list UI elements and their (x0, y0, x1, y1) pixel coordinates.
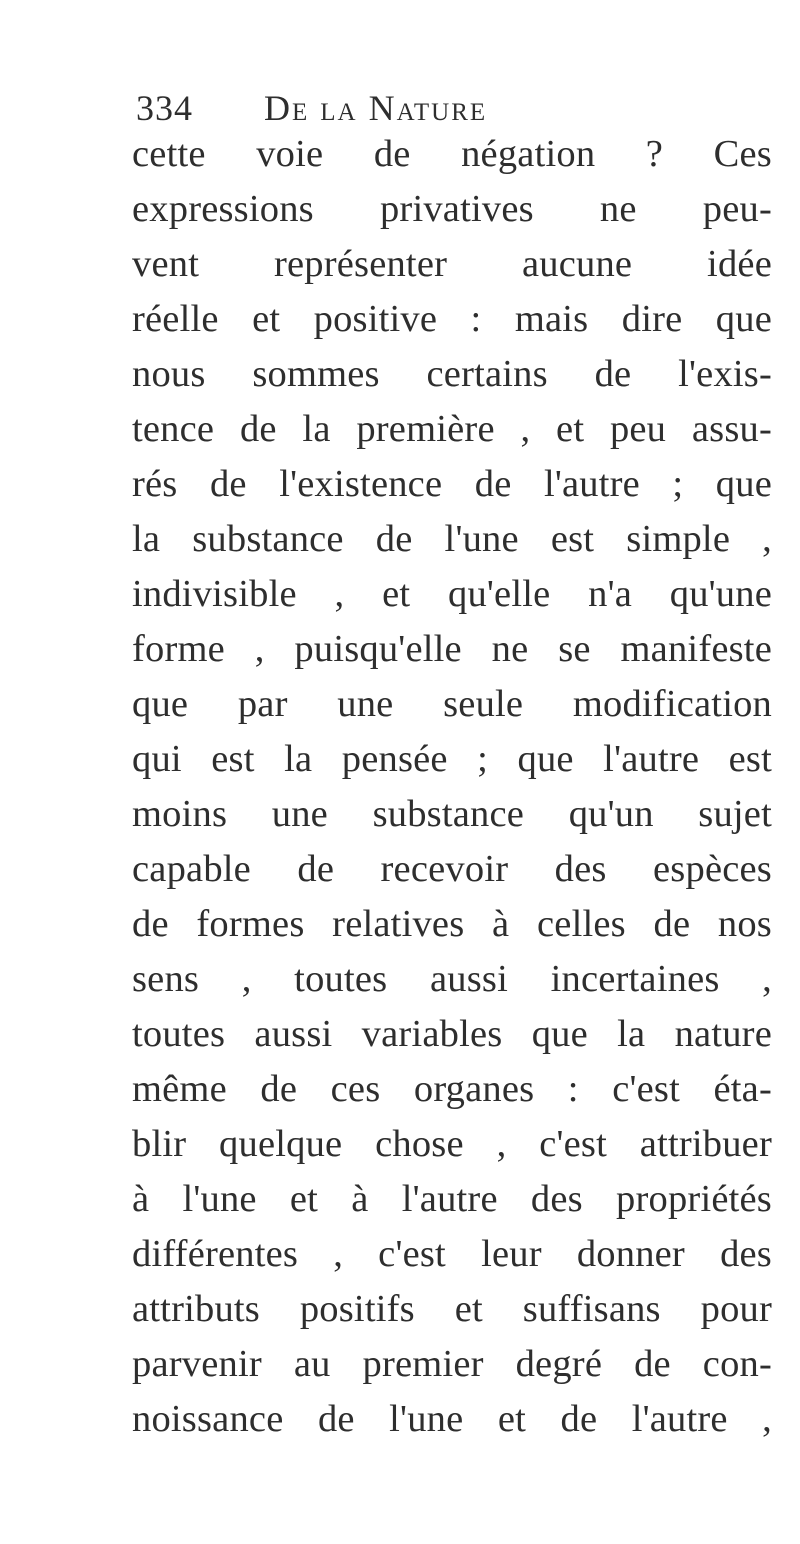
text-line: noissance de l'une et de l'autre , (132, 1398, 772, 1440)
text-line: indivisible , et qu'elle n'a qu'une (132, 573, 772, 615)
text-line: cette voie de négation ? Ces (132, 133, 772, 175)
text-line: la substance de l'une est simple , (132, 518, 772, 560)
text-line: vent représenter aucune idée (132, 243, 772, 285)
text-line: blir quelque chose , c'est attribuer (132, 1123, 772, 1165)
text-line: sens , toutes aussi incertaines , (132, 958, 772, 1000)
text-line: capable de recevoir des espèces (132, 848, 772, 890)
running-head (136, 86, 696, 130)
text-line: réelle et positive : mais dire que (132, 298, 772, 340)
text-line: tence de la première , et peu assu- (132, 408, 772, 450)
running-title: De la Nature (264, 88, 488, 128)
text-line: même de ces organes : c'est éta- (132, 1068, 772, 1110)
text-line: forme , puisqu'elle ne se manifeste (132, 628, 772, 670)
text-line: moins une substance qu'un sujet (132, 793, 772, 835)
text-line: que par une seule modification (132, 683, 772, 725)
text-line: différentes , c'est leur donner des (132, 1233, 772, 1275)
text-line: parvenir au premier degré de con- (132, 1343, 772, 1385)
text-line: nous sommes certains de l'exis- (132, 353, 772, 395)
text-line: attributs positifs et suffisans pour (132, 1288, 772, 1330)
text-line: de formes relatives à celles de nos (132, 903, 772, 945)
text-line: qui est la pensée ; que l'autre est (132, 738, 772, 780)
body-text (132, 127, 772, 1447)
text-line: expressions privatives ne peu- (132, 188, 772, 230)
text-line: toutes aussi variables que la nature (132, 1013, 772, 1055)
text-line: rés de l'existence de l'autre ; que (132, 463, 772, 505)
page-number: 334 (136, 88, 193, 128)
text-line: à l'une et à l'autre des propriétés (132, 1178, 772, 1220)
